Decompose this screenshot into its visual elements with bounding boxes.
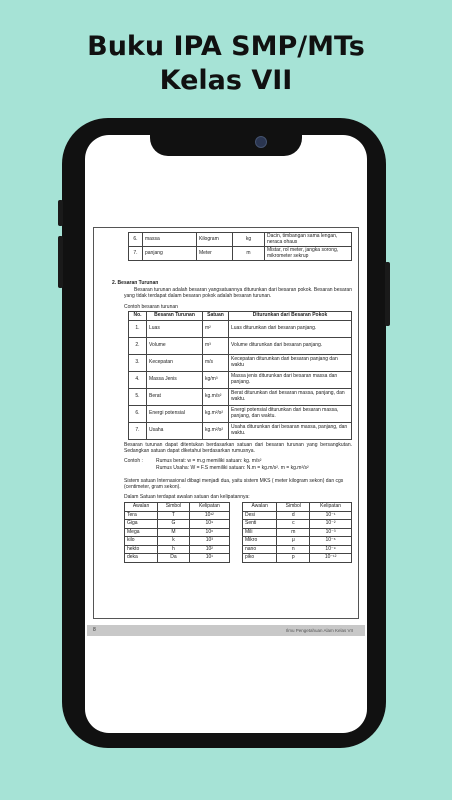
section-heading: 2. Besaran Turunan: [112, 280, 159, 286]
column-header: Satuan: [203, 312, 229, 321]
table-cell: deka: [125, 554, 158, 563]
table-cell: nano: [243, 545, 277, 554]
table-cell: 10¹²: [189, 511, 229, 520]
table-row: [129, 388, 352, 405]
table-cell: Kilogram: [197, 233, 233, 247]
table-row: [125, 511, 230, 520]
table-header-row: [125, 503, 230, 512]
table-cell: c: [277, 520, 310, 529]
table-row: [129, 371, 352, 388]
table-cell: kg/m³: [203, 371, 229, 388]
table-row: [129, 354, 352, 371]
prefix-table-right: [242, 502, 352, 563]
table-cell: Volume: [147, 337, 203, 354]
table-row: [129, 337, 352, 354]
example-label: Contoh :: [124, 458, 143, 464]
table-cell: piko: [243, 554, 277, 563]
table-cell: 1.: [129, 320, 147, 337]
table-cell: 10²: [189, 545, 229, 554]
table-row: [243, 520, 352, 529]
table-cell: 3.: [129, 354, 147, 371]
paragraph-3: Sistem satuan Internasional dibagi menjadi dua, yaitu sistem MKS ( meter kilogram sekon) dan cgs (centimeter, gram sekon).: [124, 478, 344, 490]
table-row: [243, 545, 352, 554]
table-cell: Luas: [147, 320, 203, 337]
paragraph-4: Dalam Satuan terdapat awalan satuan dan kelipatannya:: [124, 494, 250, 500]
prefix-table-left: [124, 502, 230, 563]
table-row: [243, 537, 352, 546]
column-header: Simbol: [158, 503, 190, 512]
table-row: [243, 528, 352, 537]
table-row: [125, 520, 230, 529]
table-cell: kg.m/s²: [203, 388, 229, 405]
table-cell: Senti: [243, 520, 277, 529]
table-cell: μ: [277, 537, 310, 546]
table-cell: 2.: [129, 337, 147, 354]
page-number: 8: [93, 627, 96, 633]
table-cell: 10⁶: [189, 528, 229, 537]
turunan-table: [128, 311, 352, 440]
table-cell: Berat: [147, 388, 203, 405]
table-cell: d: [277, 511, 310, 520]
table-cell: 6.: [129, 405, 147, 422]
table-cell: Meter: [197, 247, 233, 261]
table-cell: Dacin, timbangan sama lengan, neraca ohaus: [265, 233, 352, 247]
table-cell: Mistar, rol meter, jangka sorong, mikrometer sekrup: [265, 247, 352, 261]
table-cell: k: [158, 537, 190, 546]
column-header: Diturunkan dari Besaran Pokok: [229, 312, 352, 321]
table-cell: 10⁻⁹: [310, 545, 352, 554]
table-row: [125, 528, 230, 537]
table-cell: panjang: [143, 247, 197, 261]
table-row: [125, 545, 230, 554]
front-camera-icon: [255, 136, 267, 148]
table-cell: hekto: [125, 545, 158, 554]
headline-line-2: Kelas VII: [159, 65, 293, 96]
table-cell: 10¹: [189, 554, 229, 563]
table-row: [129, 405, 352, 422]
table-cell: Desi: [243, 511, 277, 520]
table-row: [129, 422, 352, 439]
phone-notch: [150, 130, 302, 156]
column-header: Awalan: [243, 503, 277, 512]
table-cell: Energi potensial: [147, 405, 203, 422]
table-cell: 10⁹: [189, 520, 229, 529]
table-cell: Luas diturunkan dari besaran panjang.: [229, 320, 352, 337]
table-header-row: [129, 312, 352, 321]
column-header: Kelipatan: [189, 503, 229, 512]
power-button[interactable]: [385, 262, 390, 326]
table-row: [129, 320, 352, 337]
table-cell: 10³: [189, 537, 229, 546]
table-row: [129, 233, 352, 247]
table-row: [243, 511, 352, 520]
table-cell: Usaha: [147, 422, 203, 439]
table-cell: G: [158, 520, 190, 529]
table-cell: Mikro: [243, 537, 277, 546]
table-row: [125, 554, 230, 563]
table-cell: kg: [233, 233, 265, 247]
headline-line-1: Buku IPA SMP/MTs: [87, 31, 365, 62]
column-header: Kelipatan: [310, 503, 352, 512]
table-cell: 5.: [129, 388, 147, 405]
paragraph-2: Besaran turunan dapat ditentukan berdasarkan satuan dari besaran turunan yang bersangkutan. Sedangkan satuan dapat diketahui berdasarkan rumusnya.: [124, 442, 352, 454]
table-cell: Volume diturunkan dari besaran panjang.: [229, 337, 352, 354]
table-cell: Giga: [125, 520, 158, 529]
table-cell: massa: [143, 233, 197, 247]
phone-screen: [85, 135, 367, 733]
table-cell: T: [158, 511, 190, 520]
table-row: [125, 537, 230, 546]
table-cell: m/s: [203, 354, 229, 371]
table-cell: 10⁻¹: [310, 511, 352, 520]
table-header-row: [243, 503, 352, 512]
table-cell: M: [158, 528, 190, 537]
table-cell: 10⁻⁶: [310, 537, 352, 546]
table-cell: Tera: [125, 511, 158, 520]
table-cell: 7.: [129, 247, 143, 261]
table-cell: Mega: [125, 528, 158, 537]
table-cell: kg.m²/s²: [203, 422, 229, 439]
table-cell: 4.: [129, 371, 147, 388]
volume-down-button[interactable]: [58, 236, 63, 288]
table-cell: m³: [203, 337, 229, 354]
table-cell: Berat diturunkan dari besaran massa, panjang, dan waktu.: [229, 388, 352, 405]
table-cell: 7.: [129, 422, 147, 439]
table-cell: 10⁻³: [310, 528, 352, 537]
table-caption: Contoh besaran turunan: [124, 304, 178, 310]
table-cell: Kecepatan: [147, 354, 203, 371]
table-cell: kg.m²/s²: [203, 405, 229, 422]
table-cell: p: [277, 554, 310, 563]
top-table: [128, 232, 352, 261]
table-row: [129, 247, 352, 261]
table-cell: kilo: [125, 537, 158, 546]
column-header: Besaran Turunan: [147, 312, 203, 321]
table-cell: m: [233, 247, 265, 261]
book-page[interactable]: [93, 227, 359, 619]
table-cell: Energi potensial diturunkan dari besaran massa, panjang, dan waktu.: [229, 405, 352, 422]
table-cell: Da: [158, 554, 190, 563]
table-row: [243, 554, 352, 563]
table-cell: 10⁻²: [310, 520, 352, 529]
table-cell: Kecepatan diturunkan dari besaran panjang dan waktu: [229, 354, 352, 371]
table-cell: m: [277, 528, 310, 537]
example-line-1: Rumus berat: w = m.g memiliki satuan: kg. m/s²: [156, 458, 262, 464]
section-paragraph: Besaran turunan adalah besaran yangsatuannya diturunkan dari besaran pokok. Besaran besaran yang tidak terdapat dalam besaran pokok adalah besaran turunan.: [124, 287, 352, 299]
table-cell: 10⁻¹²: [310, 554, 352, 563]
headline: [0, 30, 452, 98]
footer-book-title: Ilmu Pengetahuan Alam Kelas VII: [285, 628, 353, 633]
table-cell: n: [277, 545, 310, 554]
table-cell: h: [158, 545, 190, 554]
column-header: No.: [129, 312, 147, 321]
column-header: Simbol: [277, 503, 310, 512]
page-footer: [87, 625, 365, 636]
table-cell: Mili: [243, 528, 277, 537]
table-cell: 6.: [129, 233, 143, 247]
volume-up-button[interactable]: [58, 200, 63, 226]
table-cell: Massa jenis diturunkan dari besaran massa dan panjang.: [229, 371, 352, 388]
table-cell: m²: [203, 320, 229, 337]
table-cell: Usaha diturunkan dari besaran massa, panjang, dan waktu.: [229, 422, 352, 439]
column-header: Awalan: [125, 503, 158, 512]
example-line-2: Rumus Usaha: W = F.S memiliki satuan: N.m = kg.m/s². m = kg.m²/s²: [156, 465, 309, 471]
table-cell: Massa Jenis: [147, 371, 203, 388]
